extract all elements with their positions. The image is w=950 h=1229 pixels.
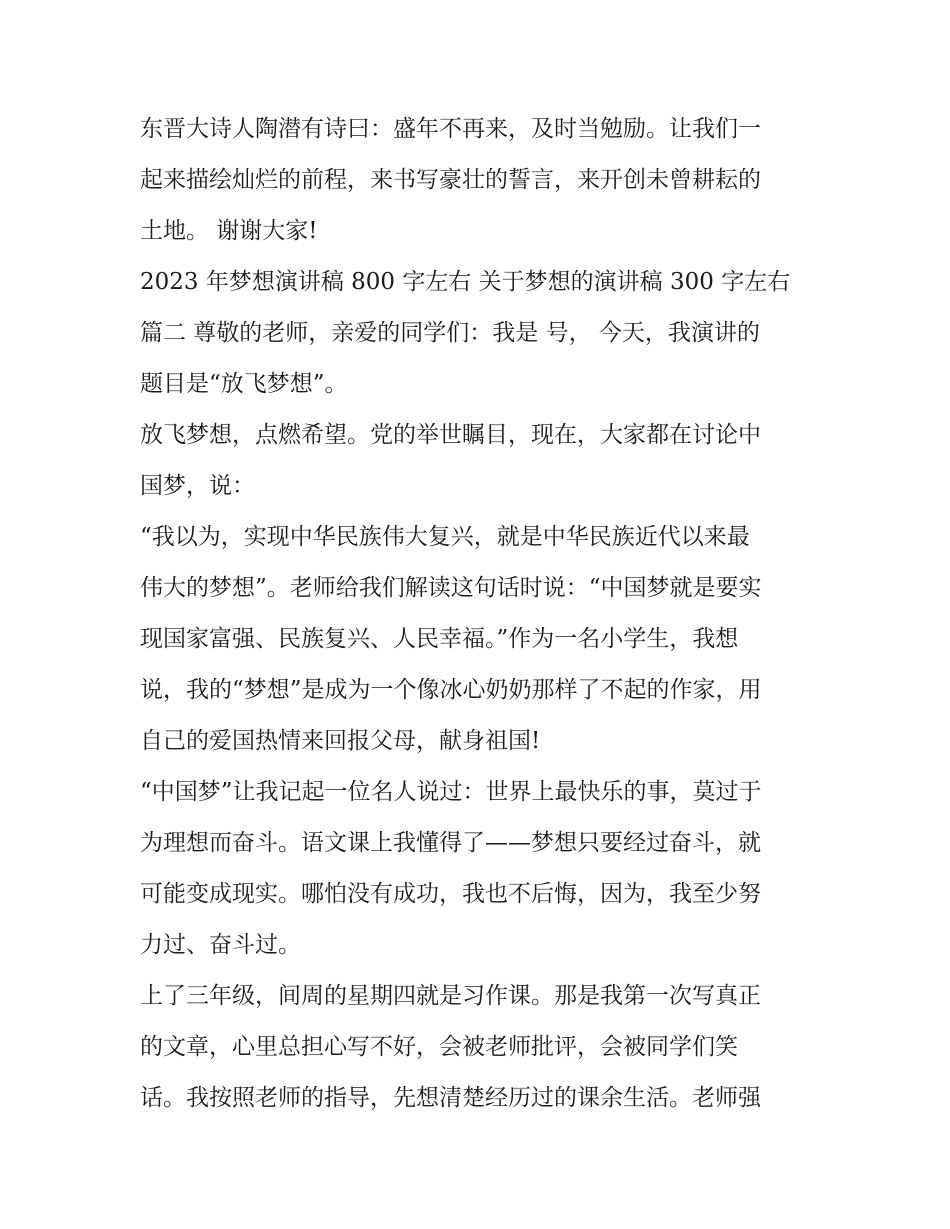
text-line: “我以为，实现中华民族伟大复兴，就是中华民族近代以来最 — [140, 524, 750, 550]
text-line: 说，我的“梦想”是成为一个像冰心奶奶那样了不起的作家，用 — [140, 677, 762, 703]
text-line: 为理想而奋斗。语文课上我懂得了——梦想只要经过奋斗，就 — [140, 830, 761, 856]
text-line: 题目是“放飞梦想”。 — [140, 371, 348, 397]
text-line: 话。我按照老师的指导，先想清楚经历过的课余生活。老师强 — [140, 1085, 761, 1111]
text-line: 放飞梦想，点燃希望。党的举世瞩目，现在，大家都在讨论中 — [140, 422, 761, 448]
text-line: 的文章，心里总担心写不好，会被老师批评，会被同学们笑 — [140, 1034, 738, 1060]
text-line: 东晋大诗人陶潜有诗曰：盛年不再来，及时当勉励。让我们一 — [140, 116, 761, 142]
text-line: 土地。 谢谢大家! — [140, 218, 318, 244]
text-line: 起来描绘灿烂的前程，来书写豪壮的誓言，来开创未曾耕耘的 — [140, 167, 761, 193]
text-line: “中国梦”让我记起一位名人说过：世界上最快乐的事，莫过于 — [140, 779, 762, 805]
text-line: 现国家富强、民族复兴、人民幸福。”作为一名小学生，我想 — [140, 626, 739, 652]
text-line: 伟大的梦想”。老师给我们解读这句话时说：“中国梦就是要实 — [140, 575, 762, 601]
section-heading-line: 2023 年梦想演讲稿 800 字左右 关于梦想的演讲稿 300 字左右 — [140, 269, 791, 295]
text-line: 篇二 尊敬的老师，亲爱的同学们：我是 号， 今天，我演讲的 — [140, 320, 760, 346]
text-line: 力过、奋斗过。 — [140, 932, 301, 958]
text-line: 上了三年级，间周的星期四就是习作课。那是我第一次写真正 — [140, 983, 761, 1009]
text-line: 可能变成现实。哪怕没有成功，我也不后悔，因为，我至少努 — [140, 881, 761, 907]
document-body — [140, 104, 815, 1124]
text-line: 自己的爱国热情来回报父母，献身祖国! — [140, 728, 541, 754]
text-line: 国梦，说： — [140, 473, 255, 499]
